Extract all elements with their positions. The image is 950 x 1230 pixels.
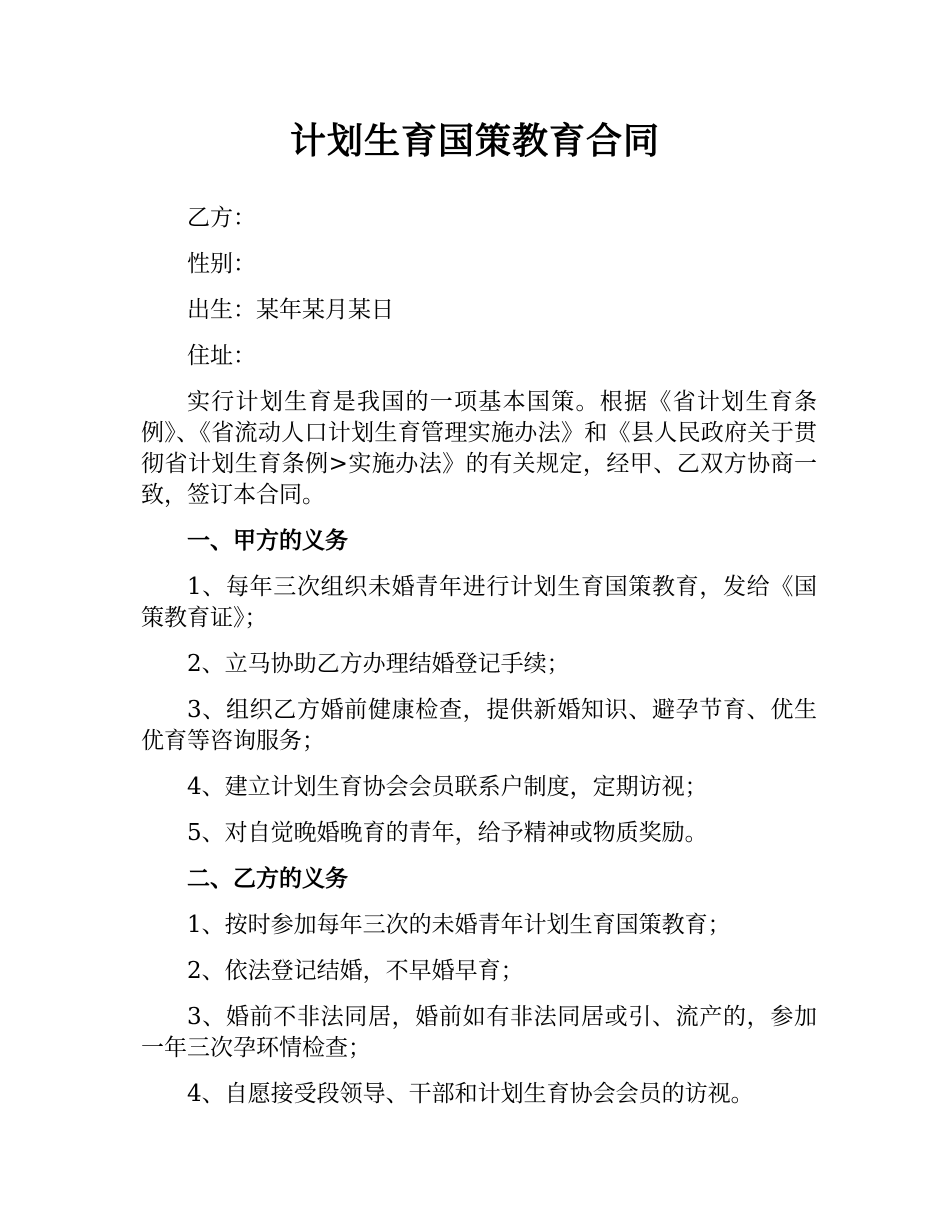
intro-paragraph: 实行计划生育是我国的一项基本国策。根据《省计划生育条例》、《省流动人口计划生育管理实施办法》和《县人民政府关于贯彻省计划生育条例>实施办法》的有关规定，经甲、乙双方协商一致，签订本合同。 [141, 389, 817, 508]
field-gender: 性别： [187, 251, 256, 277]
document-body [141, 203, 817, 1125]
field-birth: 出生：某年某月某日 [187, 297, 394, 323]
field-address: 住址： [187, 343, 256, 369]
party-a-item: 1、每年三次组织未婚青年进行计划生育国策教育，发给《国策教育证》； [141, 574, 817, 631]
party-b-item: 4、自愿接受段领导、干部和计划生育协会会员的访视。 [187, 1081, 754, 1107]
section-heading-party-a: 一、甲方的义务 [187, 528, 348, 554]
party-a-item: 5、对自觉晚婚晚育的青年，给予精神或物质奖励。 [187, 820, 708, 846]
document-title: 计划生育国策教育合同 [289, 121, 660, 162]
party-b-item: 1、按时参加每年三次的未婚青年计划生育国策教育； [187, 912, 731, 938]
section-heading-party-b: 二、乙方的义务 [187, 866, 348, 892]
party-a-item: 4、建立计划生育协会会员联系户制度，定期访视； [187, 774, 708, 800]
party-b-item: 3、婚前不非法同居，婚前如有非法同居或引、流产的，参加一年三次孕环情检查； [141, 1004, 817, 1061]
party-a-item: 2、立马协助乙方办理结婚登记手续； [187, 651, 570, 677]
party-b-item: 2、依法登记结婚，不早婚早育； [187, 958, 524, 984]
field-party-b: 乙方： [187, 205, 256, 231]
party-a-item: 3、组织乙方婚前健康检查，提供新婚知识、避孕节育、优生优育等咨询服务； [141, 697, 817, 754]
